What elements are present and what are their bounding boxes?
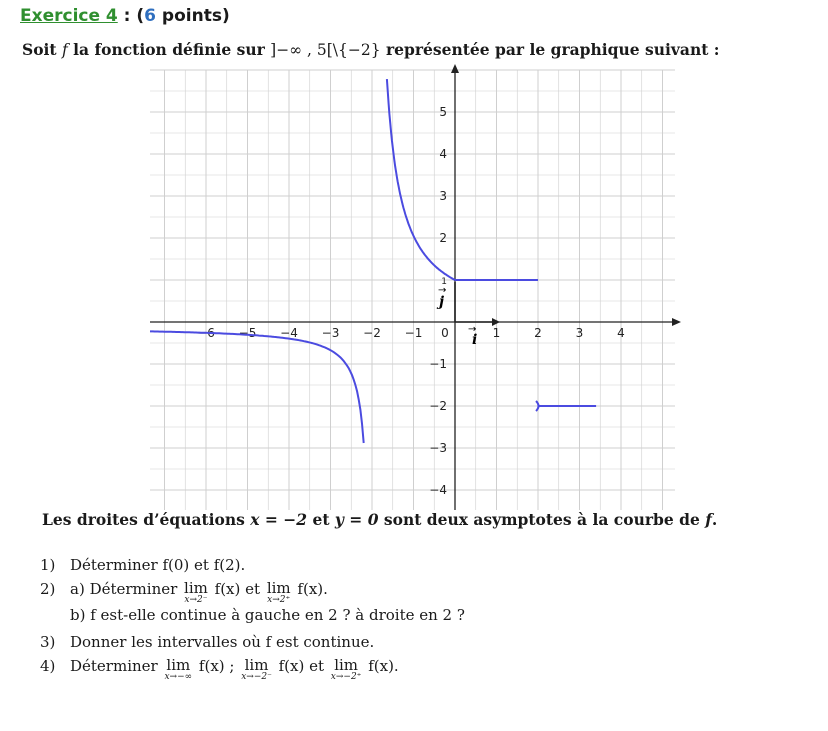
- vector-j-arrow-glyph: →: [438, 285, 447, 296]
- intro-f: f: [61, 41, 68, 59]
- limit-4-sub: x→−2⁻: [241, 672, 272, 682]
- x-tick-label: 4: [617, 326, 625, 340]
- graph-axes: [150, 64, 681, 510]
- asym-dot: .: [711, 510, 718, 529]
- limit-4-word: lim: [244, 656, 269, 674]
- question-3: [40, 633, 374, 651]
- limit-4: [241, 657, 272, 681]
- asym-eq2: y = 0: [334, 510, 379, 529]
- intro-sentence: [22, 40, 720, 59]
- question-2-number: 2): [40, 580, 56, 598]
- limit-2-sub: x→2⁺: [267, 595, 291, 605]
- question-2a: [40, 580, 328, 604]
- asym-start: Les droites d’équations: [42, 510, 251, 529]
- question-4-fx3: f(x).: [363, 657, 399, 675]
- exercise-title: Exercice 4: [20, 6, 118, 26]
- question-1: [40, 556, 245, 574]
- asymptotes-statement: [42, 510, 717, 529]
- question-2b: [70, 606, 465, 624]
- x-tick-label: −1: [404, 326, 423, 340]
- y-tick-label: 1: [441, 277, 447, 287]
- curve-left-branch: [150, 331, 364, 443]
- limit-1-word: lim: [184, 579, 208, 597]
- intro-domain: ]−∞ , 5[\{−2}: [270, 41, 381, 59]
- vector-j-label: j: [439, 294, 445, 310]
- x-tick-label: 3: [575, 326, 584, 340]
- x-tick-label: 2: [534, 326, 542, 340]
- question-3-number: 3): [40, 633, 56, 651]
- y-tick-label: 2: [439, 231, 447, 245]
- header-colon: :: [117, 6, 137, 26]
- points-value: 6: [144, 6, 157, 26]
- x-tick-label: −2: [363, 326, 381, 340]
- function-curve: [150, 79, 596, 443]
- question-2a-start: a) Déterminer: [70, 580, 183, 598]
- x-tick-label: 1: [492, 326, 501, 340]
- limit-3: [164, 657, 192, 681]
- limit-3-sub: x→−∞: [164, 672, 193, 682]
- question-2a-fx1: f(x) et: [209, 580, 265, 598]
- x-tick-label: −6: [197, 326, 215, 340]
- asym-eq1: x = −2: [250, 510, 308, 529]
- y-tick-label: 3: [439, 189, 447, 203]
- question-2b-text: b) f est-elle continue à gauche en 2 ? à droite en 2 ?: [70, 606, 465, 624]
- question-2a-fx2: f(x).: [292, 580, 328, 598]
- vector-i-label: i: [472, 332, 478, 348]
- y-tick-label: −4: [429, 483, 447, 497]
- exercise-header: [20, 6, 230, 26]
- vector-i-arrow-glyph: →: [468, 324, 477, 335]
- y-tick-label: −2: [429, 399, 447, 413]
- question-4-fx2: f(x) et: [273, 657, 329, 675]
- graph-grid: [150, 70, 675, 510]
- points-close: points): [156, 6, 230, 26]
- intro-start: Soit: [22, 40, 62, 59]
- asym-and: et: [307, 510, 335, 529]
- limit-5: [331, 657, 362, 681]
- question-4-start: Déterminer: [70, 657, 163, 675]
- asym-end: sont deux asymptotes à la courbe de: [378, 510, 706, 529]
- y-tick-label: −3: [429, 441, 447, 455]
- limit-5-sub: x→−2⁺: [330, 672, 362, 682]
- question-4-fx1: f(x) ;: [194, 657, 240, 675]
- question-1-number: 1): [40, 556, 56, 574]
- limit-5-word: lim: [334, 656, 359, 674]
- limit-1: [184, 580, 208, 604]
- y-tick-label: 4: [439, 147, 447, 161]
- limit-2-word: lim: [266, 579, 291, 597]
- x-axis-arrow: [672, 318, 681, 326]
- intro-end: représentée par le graphique suivant :: [380, 40, 720, 59]
- function-graph: [150, 60, 690, 510]
- question-1-text: Déterminer f(0) et f(2).: [70, 556, 246, 574]
- question-4-number: 4): [40, 657, 56, 675]
- limit-1-sub: x→2⁻: [184, 595, 208, 605]
- y-tick-label: −1: [429, 357, 447, 371]
- intro-mid: la fonction définie sur: [67, 40, 271, 59]
- question-4: [40, 657, 399, 681]
- asym-f: f: [705, 510, 712, 529]
- x-tick-label: 0: [441, 326, 449, 340]
- points-label: [136, 6, 229, 26]
- x-tick-label: −4: [280, 326, 298, 340]
- limit-2: [267, 580, 291, 604]
- x-tick-label: −3: [321, 326, 340, 340]
- y-axis-arrow: [451, 64, 459, 73]
- x-tick-label: −5: [238, 326, 257, 340]
- limit-3-word: lim: [166, 656, 191, 674]
- y-tick-label: 5: [439, 105, 447, 119]
- question-3-text: Donner les intervalles où f est continue.: [70, 633, 375, 651]
- points-open: (: [136, 6, 145, 26]
